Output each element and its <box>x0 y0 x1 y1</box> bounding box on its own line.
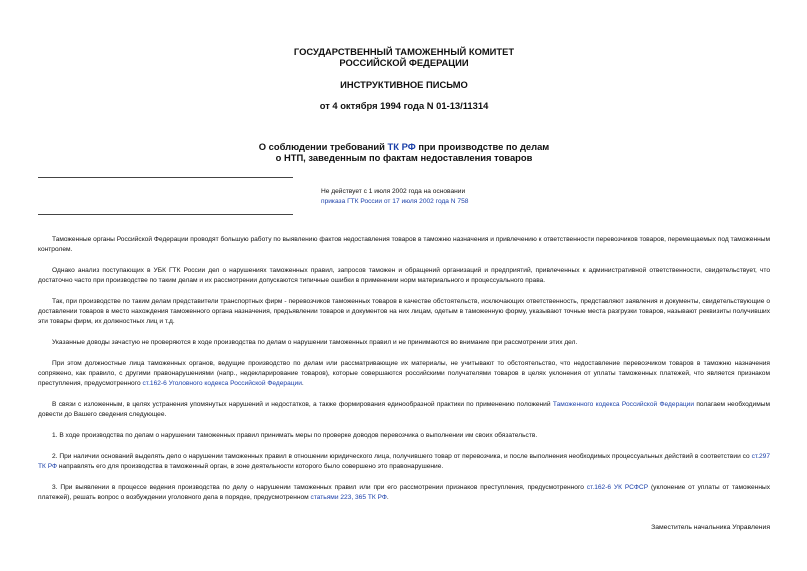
tk-rf-link[interactable]: ТК РФ <box>387 141 416 152</box>
document-date-number: от 4 октября 1994 года N 01-13/11314 <box>319 100 489 111</box>
customs-code-link[interactable]: Таможенного кодекса Российской Федерации <box>552 401 695 408</box>
paragraph-item-3-text-b: (уклонение от уплаты от таможенных платежей), решать вопрос о возбуждении уголовного дела в порядке, предусмотренном <box>38 484 771 501</box>
status-note: Не действует с 1 июля 2002 года на основании <box>321 188 466 195</box>
issuer-line-1: ГОСУДАРСТВЕННЫЙ ТАМОЖЕННЫЙ КОМИТЕТ <box>293 46 515 57</box>
divider-top <box>38 177 293 178</box>
paragraph-4: Указанные доводы зачастую не проверяются в ходе производства по делам о нарушении таможенных правил и не принимаются во внимание при рассмотрении этих дел. <box>52 339 578 346</box>
paragraph-item-3-text-c: . <box>386 493 389 501</box>
title-text-2: при производстве по делам <box>415 141 550 152</box>
paragraph-5-text-a: При этом должностные лица таможенных органов, ведущие производство по делам или рассматривающие их материалы, не учитывают то обстоятельство, что недоставление перевозчиком товаров в таможню назначения сопряжено, как правило, с другими правонарушениями (напр., недекларирование товаров), которые совершаются российскими получателями товаров в целях уклонения от уплаты таможенных платежей, что является признаком преступления, предусмотренного <box>38 360 770 387</box>
signature: Заместитель начальника Управления <box>651 524 770 531</box>
paragraph-item-1: 1. В ходе производства по делам о нарушении таможенных правил принимать меры по проверке доводов перевозчика о выполнении им своих обязательств. <box>52 432 538 439</box>
paragraph-5 <box>38 359 770 388</box>
title-text-1: О соблюдении требований <box>258 141 388 152</box>
paragraph-item-2-text-b: направлять его для производства в таможенный орган, в зоне деятельности которого было совершено это правонарушение. <box>57 462 444 470</box>
divider-bottom <box>38 214 293 215</box>
uk-rsfsr-162-6-link[interactable]: ст.162-6 УК РСФСР <box>586 484 649 491</box>
status-note-link-line <box>321 197 468 206</box>
paragraph-6 <box>38 400 770 420</box>
paragraph-2: Однако анализ поступающих в УБК ГТК России дел о нарушениях таможенных правил, запросов таможен и обращений организаций и предприятий, привлеченных к административной ответственности, свидетельствует, что достаточно часто при производстве по таким делам и их рассмотрении допускаются типичные ошибки в применении норм материального и процессуального права. <box>38 267 770 284</box>
paragraph-item-2-text-a: 2. При наличии оснований выделять дело о нарушении таможенных правил в отношении юридического лица, получившего товар от перевозчика, и после выполнения необходимых процессуальных действий в соответствии со <box>52 453 752 460</box>
uk-rf-162-6-link[interactable]: ст.162-6 Уголовного кодекса Российской Федерации <box>142 379 302 387</box>
issuer-line-2: РОССИЙСКОЙ ФЕДЕРАЦИИ <box>339 57 469 68</box>
tk-rf-223-365-link[interactable]: статьями 223, 365 ТК РФ <box>310 493 387 501</box>
document-title-line-1 <box>38 141 770 152</box>
tk-rf-297-link[interactable]: ст.297 ТК РФ <box>38 453 770 470</box>
paragraph-6-text-a: В связи с изложенным, в целях устранения упомянутых нарушений и недостатков, а также формирования единообразной практики по применению положений <box>52 401 553 408</box>
paragraph-1: Таможенные органы Российской Федерации проводят большую работу по выявлению фактов недоставления товаров в таможню назначения и привлечению к ответственности перевозчиков товаров, перемещаемых под таможенным контролем. <box>38 236 770 253</box>
order-758-link[interactable]: приказа ГТК России от 17 июля 2002 года N 758 <box>321 198 469 205</box>
document-type: ИНСТРУКТИВНОЕ ПИСЬМО <box>340 79 468 90</box>
paragraph-5-text-b: . <box>301 379 304 387</box>
paragraph-item-3-text-a: 3. При выявлении в процессе ведения производства по делу о нарушении таможенных правил или при его рассмотрении признаков преступления, предусмотренного <box>52 484 587 491</box>
paragraph-6-text-b: полагаем необходимым довести до Вашего сведения следующее. <box>38 401 771 418</box>
paragraph-item-2 <box>38 452 770 472</box>
document-title-line-2: о НТП, заведенным по фактам недоставления товаров <box>275 152 533 163</box>
paragraph-item-3 <box>38 483 770 503</box>
paragraph-3: Так, при производстве по таким делам представители транспортных фирм - перевозчиков таможенных товаров в качестве обстоятельств, исключающих ответственность, представляют заявления и документы, свидетельствующие о доставлении товаров в место нахождения таможенного органа назначения, предъявлении товаров и документов на них лицам, одетым в таможенную форму, указывают точные места разгрузки товаров, называют реквизиты получивших эти товары фирм, их должностных лиц и т.д. <box>38 298 770 325</box>
